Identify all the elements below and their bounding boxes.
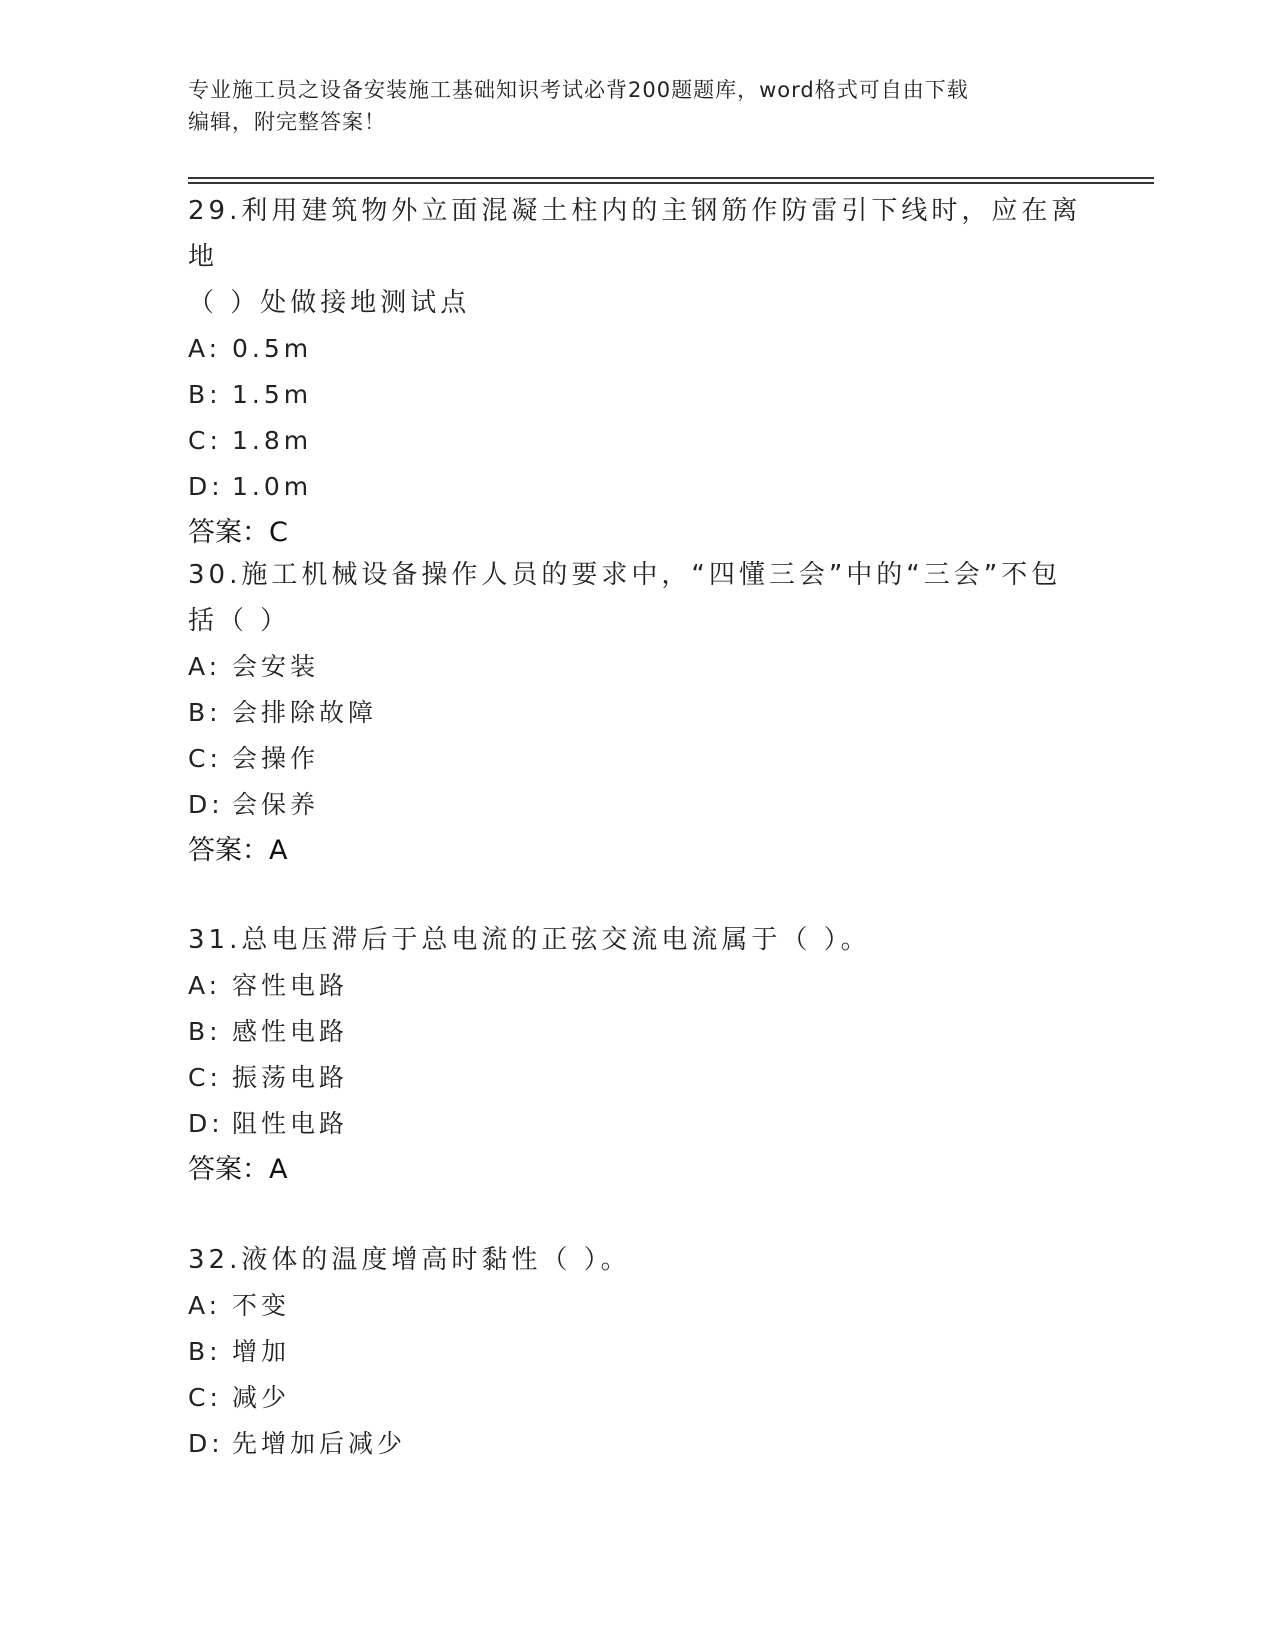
question-30 (188, 552, 1088, 874)
question-stem-line: （ ）处做接地测试点 (188, 288, 471, 318)
option-text: 感性电路 (232, 1017, 349, 1046)
option-b (188, 372, 1088, 418)
option-text: 振荡电路 (232, 1063, 349, 1092)
header-title-line-2: 编辑，附完整答案！ (188, 110, 386, 134)
question-29 (188, 188, 1088, 556)
option-text: 会操作 (232, 744, 320, 773)
option-b (188, 1329, 1088, 1375)
option-letter: D: (188, 1429, 224, 1458)
header-divider-top (188, 177, 1154, 179)
answer-line: 答案：A (188, 1154, 288, 1185)
option-a (188, 963, 1088, 1009)
option-letter: C: (188, 1063, 222, 1092)
answer-line: 答案：A (188, 835, 288, 866)
question-stem-line: 32.液体的温度增高时黏性（ ）。 (188, 1245, 631, 1275)
option-text: 会排除故障 (232, 698, 378, 727)
option-a (188, 326, 1088, 372)
option-text: 阻性电路 (232, 1109, 349, 1138)
option-letter: B: (188, 1337, 222, 1366)
option-c (188, 1375, 1088, 1421)
option-letter: D: (188, 1109, 224, 1138)
question-stem-line: 29.利用建筑物外立面混凝土柱内的主钢筋作防雷引下线时，应在离地 (188, 196, 1082, 272)
option-c (188, 736, 1088, 782)
option-text: 容性电路 (232, 971, 349, 1000)
option-text: 减少 (232, 1383, 291, 1412)
option-d (188, 1421, 1088, 1467)
option-d (188, 464, 1088, 510)
option-d (188, 1101, 1088, 1147)
option-text: 增加 (232, 1337, 291, 1366)
question-32 (188, 1237, 1088, 1467)
option-text: 0.5m (232, 334, 313, 363)
header-divider-bottom (188, 182, 1154, 184)
option-d (188, 782, 1088, 828)
question-31 (188, 917, 1088, 1193)
option-text: 1.0m (232, 472, 313, 501)
header-title-line-1: 专业施工员之设备安装施工基础知识考试必背200题题库，word格式可自由下载 (188, 78, 969, 102)
option-letter: A: (188, 1291, 222, 1320)
option-text: 会安装 (232, 652, 320, 681)
option-text: 会保养 (232, 790, 320, 819)
option-letter: A: (188, 971, 222, 1000)
option-a (188, 644, 1088, 690)
option-c (188, 418, 1088, 464)
option-letter: C: (188, 744, 222, 773)
question-stem-line: 31.总电压滞后于总电流的正弦交流电流属于（ ）。 (188, 925, 871, 955)
option-b (188, 1009, 1088, 1055)
document-header (188, 74, 1068, 138)
question-stem-line: 30.施工机械设备操作人员的要求中，“四懂三会”中的“三会”不包 (188, 560, 1062, 590)
option-letter: A: (188, 652, 222, 681)
option-letter: D: (188, 790, 224, 819)
answer-line: 答案：C (188, 517, 288, 548)
option-text: 先增加后减少 (232, 1429, 407, 1458)
option-text: 1.5m (232, 380, 313, 409)
option-letter: B: (188, 1017, 222, 1046)
option-letter: A: (188, 334, 222, 363)
option-b (188, 690, 1088, 736)
option-text: 1.8m (232, 426, 313, 455)
option-letter: D: (188, 472, 224, 501)
option-a (188, 1283, 1088, 1329)
option-letter: C: (188, 426, 222, 455)
option-letter: B: (188, 380, 222, 409)
question-stem-line: 括（ ） (188, 606, 291, 636)
option-c (188, 1055, 1088, 1101)
option-letter: C: (188, 1383, 222, 1412)
option-letter: B: (188, 698, 222, 727)
option-text: 不变 (232, 1291, 291, 1320)
